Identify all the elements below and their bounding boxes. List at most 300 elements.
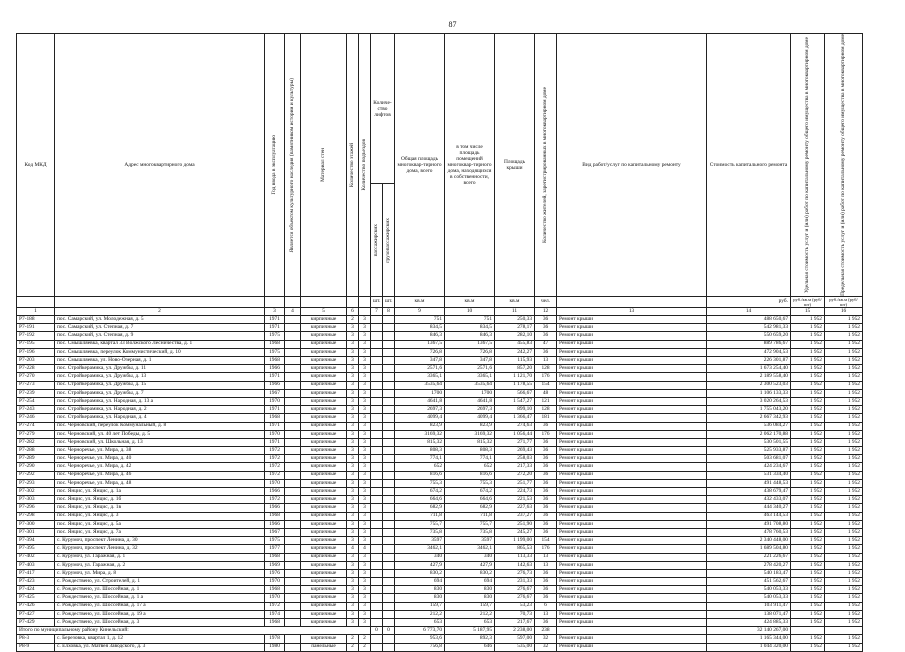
register-table bbox=[16, 33, 863, 652]
cell-lifts-cargo bbox=[383, 619, 395, 627]
cell-lifts-cargo bbox=[383, 578, 395, 586]
cell-lifts-pass bbox=[371, 406, 383, 414]
cell-code: Р7-192 bbox=[17, 332, 55, 340]
cell-total-area: 212,2 bbox=[395, 610, 445, 618]
cell-total-area: 694 bbox=[395, 578, 445, 586]
cell-heritage bbox=[285, 496, 301, 504]
cell-limit-cost: 1 952 bbox=[825, 643, 863, 651]
cell-floors: 3 bbox=[347, 324, 359, 332]
cell-owned-area: 815,32 bbox=[445, 438, 495, 446]
column-number: 15 bbox=[791, 307, 825, 315]
cell-entrances: 3 bbox=[359, 537, 371, 545]
cell-walls: кирпичные bbox=[301, 406, 347, 414]
cell-year: 1975 bbox=[265, 348, 285, 356]
header-owned-area: в том числе площадь помещений многоквар-тирного дома, находящихся в собственности, всего bbox=[445, 34, 495, 297]
cell-roof-area: 227,63 bbox=[495, 504, 535, 512]
cell-limit-cost: 1 952 bbox=[825, 357, 863, 365]
cell-unit-cost: 1 952 bbox=[791, 455, 825, 463]
cell-limit-cost: 1 952 bbox=[825, 553, 863, 561]
cell-address: с. Курумоч, проспект Ленина, д. 32 bbox=[55, 545, 265, 553]
cell-owned-area: 4099,4 bbox=[445, 414, 495, 422]
cell-entrances: 3 bbox=[359, 348, 371, 356]
cell-address: пос. Смышляевка, переулок Коммунистический, д. 10 bbox=[55, 348, 265, 356]
cell-year: 1968 bbox=[265, 340, 285, 348]
cell-lifts-pass bbox=[371, 553, 383, 561]
cell-cost: 1 165 344,00 bbox=[707, 635, 791, 643]
cell-works: Ремонт крыши bbox=[557, 528, 707, 536]
cell-address: пос. Стройкерамика, ул. Народная, д. 13 а bbox=[55, 397, 265, 405]
cell-heritage bbox=[285, 512, 301, 520]
cell-lifts-cargo bbox=[383, 397, 395, 405]
cell-unit-cost: 1 952 bbox=[791, 348, 825, 356]
cell-cost: 221 226,67 bbox=[707, 553, 791, 561]
cell-roof-area: 231,33 bbox=[495, 578, 535, 586]
table-row bbox=[17, 520, 863, 528]
cell-heritage bbox=[285, 471, 301, 479]
cell-code: Р8-3 bbox=[17, 635, 55, 643]
cell-total-area: 755,3 bbox=[395, 479, 445, 487]
cell-address: пос. Стройкерамика, ул. Дружбы, д. 15 bbox=[55, 381, 265, 389]
cell-roof-area: 1 056,44 bbox=[495, 430, 535, 438]
cell-limit-cost: 1 952 bbox=[825, 463, 863, 471]
cell-address: с. Курумоч, ул. Гаражная, д. 2 bbox=[55, 561, 265, 569]
cell-roof-area: 115,93 bbox=[495, 357, 535, 365]
cell-heritage bbox=[285, 643, 301, 651]
cell-residents: 36 bbox=[535, 594, 557, 602]
cell-entrances: 2 bbox=[359, 635, 371, 643]
cell-walls: кирпичные bbox=[301, 357, 347, 365]
cell-works: Ремонт крыши bbox=[557, 479, 707, 487]
unit-area-b: кв.м bbox=[445, 296, 495, 307]
cell-lifts-cargo bbox=[383, 357, 395, 365]
cell-unit-cost: 1 952 bbox=[791, 324, 825, 332]
cell-heritage bbox=[285, 430, 301, 438]
cell-entrances: 3 bbox=[359, 357, 371, 365]
cell-heritage bbox=[285, 406, 301, 414]
table-row bbox=[17, 373, 863, 381]
cell-unit-cost: 1 952 bbox=[791, 602, 825, 610]
cell-year: 1971 bbox=[265, 422, 285, 430]
cell-owned-area: 846,3 bbox=[445, 332, 495, 340]
cell-lifts-cargo bbox=[383, 586, 395, 594]
table-row bbox=[17, 537, 863, 545]
cell-entrances: 3 bbox=[359, 422, 371, 430]
cell-limit-cost: 1 952 bbox=[825, 381, 863, 389]
cell-floors: 3 bbox=[347, 561, 359, 569]
cell-lifts-cargo bbox=[383, 373, 395, 381]
cell-floors: 2 bbox=[347, 643, 359, 651]
cell-year: 1967 bbox=[265, 389, 285, 397]
cell-floors: 3 bbox=[347, 348, 359, 356]
cell-roof-area: 276,73 bbox=[495, 569, 535, 577]
cell-works: Ремонт крыши bbox=[557, 348, 707, 356]
cell-lifts-pass bbox=[371, 561, 383, 569]
table-row bbox=[17, 586, 863, 594]
cell-code: Р7-282 bbox=[17, 438, 55, 446]
cell-walls: кирпичные bbox=[301, 512, 347, 520]
cell-floors: 3 bbox=[347, 340, 359, 348]
cell-residents: 36 bbox=[535, 324, 557, 332]
cell-limit-cost: 1 952 bbox=[825, 455, 863, 463]
cell-floors: 3 bbox=[347, 406, 359, 414]
column-number: 5 bbox=[301, 307, 347, 315]
cell-lifts-cargo bbox=[383, 553, 395, 561]
cell-owned-area: 830 bbox=[445, 586, 495, 594]
cell-limit-cost: 1 952 bbox=[825, 610, 863, 618]
cell-code: Р7-302 bbox=[17, 488, 55, 496]
cell-lifts-cargo bbox=[383, 479, 395, 487]
cell-lifts-cargo bbox=[383, 504, 395, 512]
cell-owned-area: 808,3 bbox=[445, 447, 495, 455]
cell-total-area: 1367,5 bbox=[395, 340, 445, 348]
cell-floors: 3 bbox=[347, 397, 359, 405]
cell-lifts-pass bbox=[371, 471, 383, 479]
cell-walls: кирпичные bbox=[301, 569, 347, 577]
cell-residents: 36 bbox=[535, 316, 557, 324]
cell-walls: кирпичные bbox=[301, 373, 347, 381]
cell-total-area: 815,32 bbox=[395, 438, 445, 446]
cell-unit-cost: 1 952 bbox=[791, 422, 825, 430]
cell-total-area: 653 bbox=[395, 619, 445, 627]
table-row bbox=[17, 488, 863, 496]
cell-roof-area: 269,43 bbox=[495, 447, 535, 455]
cell-limit-cost: 1 952 bbox=[825, 340, 863, 348]
cell-address: пос. Самарский, ул. Степная, д. 7 bbox=[55, 324, 265, 332]
table-row bbox=[17, 643, 863, 651]
cell-works: Ремонт крыши bbox=[557, 365, 707, 373]
table-row bbox=[17, 422, 863, 430]
cell-entrances: 3 bbox=[359, 553, 371, 561]
cell-limit-cost: 1 952 bbox=[825, 414, 863, 422]
header-residents: Количество жителей, зарегистрированных в многоквартирном доме bbox=[541, 86, 548, 243]
units-row bbox=[17, 296, 863, 307]
cell-total-area: 3169,32 bbox=[395, 430, 445, 438]
cell-walls: кирпичные bbox=[301, 316, 347, 324]
cell-entrances: 3 bbox=[359, 397, 371, 405]
cell-code: Р7-298 bbox=[17, 512, 55, 520]
cell-residents: 48 bbox=[535, 389, 557, 397]
cell-entrances: 3 bbox=[359, 496, 371, 504]
cell-year: 1972 bbox=[265, 463, 285, 471]
cell-owned-area: 646 bbox=[445, 643, 495, 651]
cell-unit-cost: 1 952 bbox=[791, 635, 825, 643]
header-lifts-cargo: грузопассажирских bbox=[384, 217, 391, 263]
cell-code: Р7-191 bbox=[17, 324, 55, 332]
column-number: 1 bbox=[17, 307, 55, 315]
cell-works: Ремонт крыши bbox=[557, 553, 707, 561]
cell-entrances: 3 bbox=[359, 365, 371, 373]
cell-year: 1966 bbox=[265, 504, 285, 512]
cell-residents: 176 bbox=[535, 545, 557, 553]
table-row bbox=[17, 340, 863, 348]
table-row bbox=[17, 324, 863, 332]
cell-total-area: 1700 bbox=[395, 389, 445, 397]
cell-limit-cost: 1 952 bbox=[825, 324, 863, 332]
cell-limit-cost: 1 952 bbox=[825, 488, 863, 496]
cell-entrances: 3 bbox=[359, 463, 371, 471]
header-walls: Материал стен bbox=[319, 148, 326, 182]
table-row bbox=[17, 397, 863, 405]
unit-lifts-a: шт. bbox=[371, 296, 383, 307]
cell-year: 1975 bbox=[265, 332, 285, 340]
cell-works: Ремонт крыши bbox=[557, 635, 707, 643]
cell-owned-area: 682,9 bbox=[445, 504, 495, 512]
cell-code: Р7-425 bbox=[17, 594, 55, 602]
unit-rub-m2-b: руб./кв.м (руб/шт) bbox=[825, 296, 863, 307]
cell-lifts-pass bbox=[371, 373, 383, 381]
cell-works: Ремонт крыши bbox=[557, 471, 707, 479]
cell-address: пос. Стройкерамика, ул. Дружбы, д. 7 bbox=[55, 389, 265, 397]
table-row bbox=[17, 578, 863, 586]
cell-floors: 3 bbox=[347, 537, 359, 545]
cell-address: пос. Черновский, ул. Школьная, д. 13 bbox=[55, 438, 265, 446]
cell-walls: кирпичные bbox=[301, 340, 347, 348]
cell-residents: 13 bbox=[535, 553, 557, 561]
table-row bbox=[17, 348, 863, 356]
cell-cost: 1 106 133,33 bbox=[707, 389, 791, 397]
cell-entrances: 3 bbox=[359, 504, 371, 512]
table-row bbox=[17, 455, 863, 463]
cell-lifts-pass bbox=[371, 520, 383, 528]
cell-unit-cost: 1 952 bbox=[791, 397, 825, 405]
cell-address: пос. Черноречье, ул. Мира, д. 42 bbox=[55, 463, 265, 471]
cell-walls: кирпичные bbox=[301, 447, 347, 455]
cell-limit-cost: 1 952 bbox=[825, 438, 863, 446]
cell-owned-area: 674,2 bbox=[445, 488, 495, 496]
cell-owned-area: 751 bbox=[445, 316, 495, 324]
cell-walls: кирпичные bbox=[301, 586, 347, 594]
cell-address: пос. Черноречье, ул. Мира, д. 40 bbox=[55, 455, 265, 463]
cell-cost: 503 681,07 bbox=[707, 455, 791, 463]
cell-lifts-pass bbox=[371, 447, 383, 455]
cell-unit-cost: 1 952 bbox=[791, 471, 825, 479]
cell-works: Ремонт крыши bbox=[557, 332, 707, 340]
header-floors: Количество этажей bbox=[348, 142, 355, 187]
cell-limit-cost: 1 952 bbox=[825, 397, 863, 405]
cell-cost: 531 334,40 bbox=[707, 471, 791, 479]
table-row bbox=[17, 447, 863, 455]
cell-works: Ремонт крыши bbox=[557, 520, 707, 528]
cell-year: 1972 bbox=[265, 471, 285, 479]
cell-entrances: 3 bbox=[359, 316, 371, 324]
cell-entrances: 3 bbox=[359, 619, 371, 627]
cell-address: пос. Стройкерамика, ул. Дружбы, д. 13 bbox=[55, 373, 265, 381]
cell-owned-area: 664,6 bbox=[445, 496, 495, 504]
cell-owned-area: 830 bbox=[445, 594, 495, 602]
cell-address: пос. Янцис, ул. Янцис, д. 5а bbox=[55, 520, 265, 528]
cell-roof-area: 1 178,55 bbox=[495, 381, 535, 389]
cell-lifts-pass bbox=[371, 619, 383, 627]
cell-year: 1971 bbox=[265, 316, 285, 324]
cell-entrances: 3 bbox=[359, 389, 371, 397]
column-numbers-row bbox=[17, 307, 863, 315]
cell-year: 1971 bbox=[265, 324, 285, 332]
cell-limit-cost: 1 952 bbox=[825, 430, 863, 438]
cell-heritage bbox=[285, 340, 301, 348]
cell-lifts-pass bbox=[371, 455, 383, 463]
cell-walls: кирпичные bbox=[301, 479, 347, 487]
cell-walls: кирпичные bbox=[301, 635, 347, 643]
cell-roof-area: 217,33 bbox=[495, 463, 535, 471]
column-number bbox=[359, 307, 371, 315]
cell-lifts-cargo bbox=[383, 594, 395, 602]
cell-works: Ремонт крыши bbox=[557, 569, 707, 577]
cell-roof-area: 272,20 bbox=[495, 471, 535, 479]
cell-owned-area: 774,1 bbox=[445, 455, 495, 463]
cell-owned-area: 3365,1 bbox=[445, 373, 495, 381]
cell-lifts-pass bbox=[371, 504, 383, 512]
cell-code: Р7-239 bbox=[17, 389, 55, 397]
table-row bbox=[17, 569, 863, 577]
cell-limit-cost: 1 952 bbox=[825, 348, 863, 356]
cell-unit-cost: 1 952 bbox=[791, 381, 825, 389]
cell-owned-area: 2571,6 bbox=[445, 365, 495, 373]
cell-cost: 451 562,67 bbox=[707, 578, 791, 586]
cell-cost: 488 650,67 bbox=[707, 316, 791, 324]
cell-limit-cost: 1 952 bbox=[825, 496, 863, 504]
cell-residents: 36 bbox=[535, 528, 557, 536]
cell-roof-area: 1 199,00 bbox=[495, 537, 535, 545]
cell-works: Ремонт крыши bbox=[557, 357, 707, 365]
cell-address: пос. Янцис, ул. Янцис, д. 1а bbox=[55, 488, 265, 496]
cell-entrances: 3 bbox=[359, 438, 371, 446]
cell-unit-cost: 1 952 bbox=[791, 414, 825, 422]
cell-lifts-pass bbox=[371, 414, 383, 422]
cell-code: Р7-279 bbox=[17, 430, 55, 438]
cell-code: Р7-203 bbox=[17, 357, 55, 365]
cell-address: с. Рождествено, ул. Шоссейная, д. 19 а bbox=[55, 610, 265, 618]
cell-year: 1977 bbox=[265, 545, 285, 553]
cell-lifts-cargo bbox=[383, 430, 395, 438]
unit-rub: руб. bbox=[707, 296, 791, 307]
cell-lifts-cargo bbox=[383, 348, 395, 356]
cell-residents: 128 bbox=[535, 406, 557, 414]
cell-year: 1968 bbox=[265, 414, 285, 422]
cell-owned-area: 823,9 bbox=[445, 422, 495, 430]
cell-floors: 2 bbox=[347, 316, 359, 324]
cell-limit-cost: 1 952 bbox=[825, 545, 863, 553]
cell-cost: 491 448,53 bbox=[707, 479, 791, 487]
cell-code: Р8-9 bbox=[17, 643, 55, 651]
cell-unit-cost: 1 952 bbox=[791, 619, 825, 627]
cell-limit-cost: 1 952 bbox=[825, 373, 863, 381]
cell-floors: 3 bbox=[347, 488, 359, 496]
cell-limit-cost: 1 952 bbox=[825, 561, 863, 569]
cell-residents: 36 bbox=[535, 569, 557, 577]
cell-total-area: 347,8 bbox=[395, 357, 445, 365]
header-address: Адрес многоквартирного дома bbox=[55, 34, 265, 297]
cell-walls: кирпичные bbox=[301, 610, 347, 618]
cell-walls: кирпичные bbox=[301, 537, 347, 545]
cell-cost: 540 183,47 bbox=[707, 569, 791, 577]
cell-total-area: 755,7 bbox=[395, 520, 445, 528]
header-limit-cost: Предельная стоимость услуг и (или) работ по капитальному ремонту общего имущества в многоквартирном доме bbox=[839, 34, 846, 296]
cell-heritage bbox=[285, 397, 301, 405]
cell-unit-cost: 1 952 bbox=[791, 545, 825, 553]
cell-lifts-cargo bbox=[383, 545, 395, 553]
cell-total-area: 735,8 bbox=[395, 528, 445, 536]
cell-lifts-pass bbox=[371, 389, 383, 397]
cell-code: Р7-423 bbox=[17, 578, 55, 586]
cell-residents: 36 bbox=[535, 471, 557, 479]
cell-lifts-cargo bbox=[383, 496, 395, 504]
cell-unit-cost: 1 952 bbox=[791, 561, 825, 569]
cell-entrances: 4 bbox=[359, 545, 371, 553]
total-row bbox=[17, 627, 863, 635]
column-number: 7 bbox=[371, 307, 383, 315]
cell-address: с. Рождествено, ул. Шоссейная, д. 1 bbox=[55, 586, 265, 594]
cell-total-area: 652 bbox=[395, 463, 445, 471]
cell-code: Р7-429 bbox=[17, 619, 55, 627]
cell-heritage bbox=[285, 528, 301, 536]
cell-unit-cost: 1 952 bbox=[791, 430, 825, 438]
cell-year: 1970 bbox=[265, 397, 285, 405]
cell-code: Р7-270 bbox=[17, 373, 55, 381]
cell-lifts-pass bbox=[371, 332, 383, 340]
cell-total-area: 834,5 bbox=[395, 324, 445, 332]
cell-address: с. Рождествено, ул. Строителей, д. 1 bbox=[55, 578, 265, 586]
page-number: 87 bbox=[448, 20, 457, 29]
cell-heritage bbox=[285, 602, 301, 610]
cell-code: Р7-243 bbox=[17, 406, 55, 414]
cell-heritage bbox=[285, 389, 301, 397]
cell-works: Ремонт крыши bbox=[557, 422, 707, 430]
cell-lifts-cargo bbox=[383, 463, 395, 471]
cell-code: Р7-296 bbox=[17, 504, 55, 512]
cell-unit-cost: 1 952 bbox=[791, 504, 825, 512]
cell-year: 1972 bbox=[265, 447, 285, 455]
header-heritage: Является объектом культурного наследия (памятником истории и культуры) bbox=[288, 77, 295, 253]
cell-total-area: 3462,1 bbox=[395, 545, 445, 553]
cell-works: Ремонт крыши bbox=[557, 381, 707, 389]
cell-total-area: 816,6 bbox=[395, 471, 445, 479]
cell-entrances: 3 bbox=[359, 586, 371, 594]
cell-works: Ремонт крыши bbox=[557, 373, 707, 381]
cell-walls: кирпичные bbox=[301, 438, 347, 446]
cell-cost: 491 708,80 bbox=[707, 520, 791, 528]
cell-address: пос. Черновский, ул. 40 лет Победы, д. 5 bbox=[55, 430, 265, 438]
cell-owned-area: 3169,32 bbox=[445, 430, 495, 438]
cell-address: пос. Янцис, ул. Янцис, д. 1б bbox=[55, 496, 265, 504]
total-cost: 32 140 267,00 bbox=[707, 627, 791, 635]
cell-owned-area: 1367,5 bbox=[445, 340, 495, 348]
cell-lifts-pass bbox=[371, 545, 383, 553]
cell-code: Р7-402 bbox=[17, 553, 55, 561]
table-row bbox=[17, 438, 863, 446]
cell-lifts-pass bbox=[371, 365, 383, 373]
cell-floors: 3 bbox=[347, 594, 359, 602]
cell-cost: 226 301,87 bbox=[707, 357, 791, 365]
cell-lifts-cargo bbox=[383, 365, 395, 373]
cell-cost: 1 755 043,20 bbox=[707, 406, 791, 414]
cell-lifts-pass bbox=[371, 340, 383, 348]
cell-walls: кирпичные bbox=[301, 348, 347, 356]
cell-owned-area: 3535,64 bbox=[445, 381, 495, 389]
cell-residents: 36 bbox=[535, 463, 557, 471]
cell-lifts-cargo bbox=[383, 528, 395, 536]
cell-limit-cost: 1 952 bbox=[825, 537, 863, 545]
header-code: Код МКД bbox=[17, 34, 55, 297]
cell-total-area: 726,8 bbox=[395, 348, 445, 356]
cell-address: с. Курумоч, ул. Гаражная, д. 1 bbox=[55, 553, 265, 561]
cell-code: Р7-289 bbox=[17, 455, 55, 463]
cell-entrances: 3 bbox=[359, 430, 371, 438]
cell-floors: 3 bbox=[347, 569, 359, 577]
cell-heritage bbox=[285, 586, 301, 594]
cell-walls: кирпичные bbox=[301, 488, 347, 496]
cell-walls: кирпичные bbox=[301, 389, 347, 397]
cell-address: с. Рождествено, ул. Шоссейная, д. 1 а bbox=[55, 594, 265, 602]
